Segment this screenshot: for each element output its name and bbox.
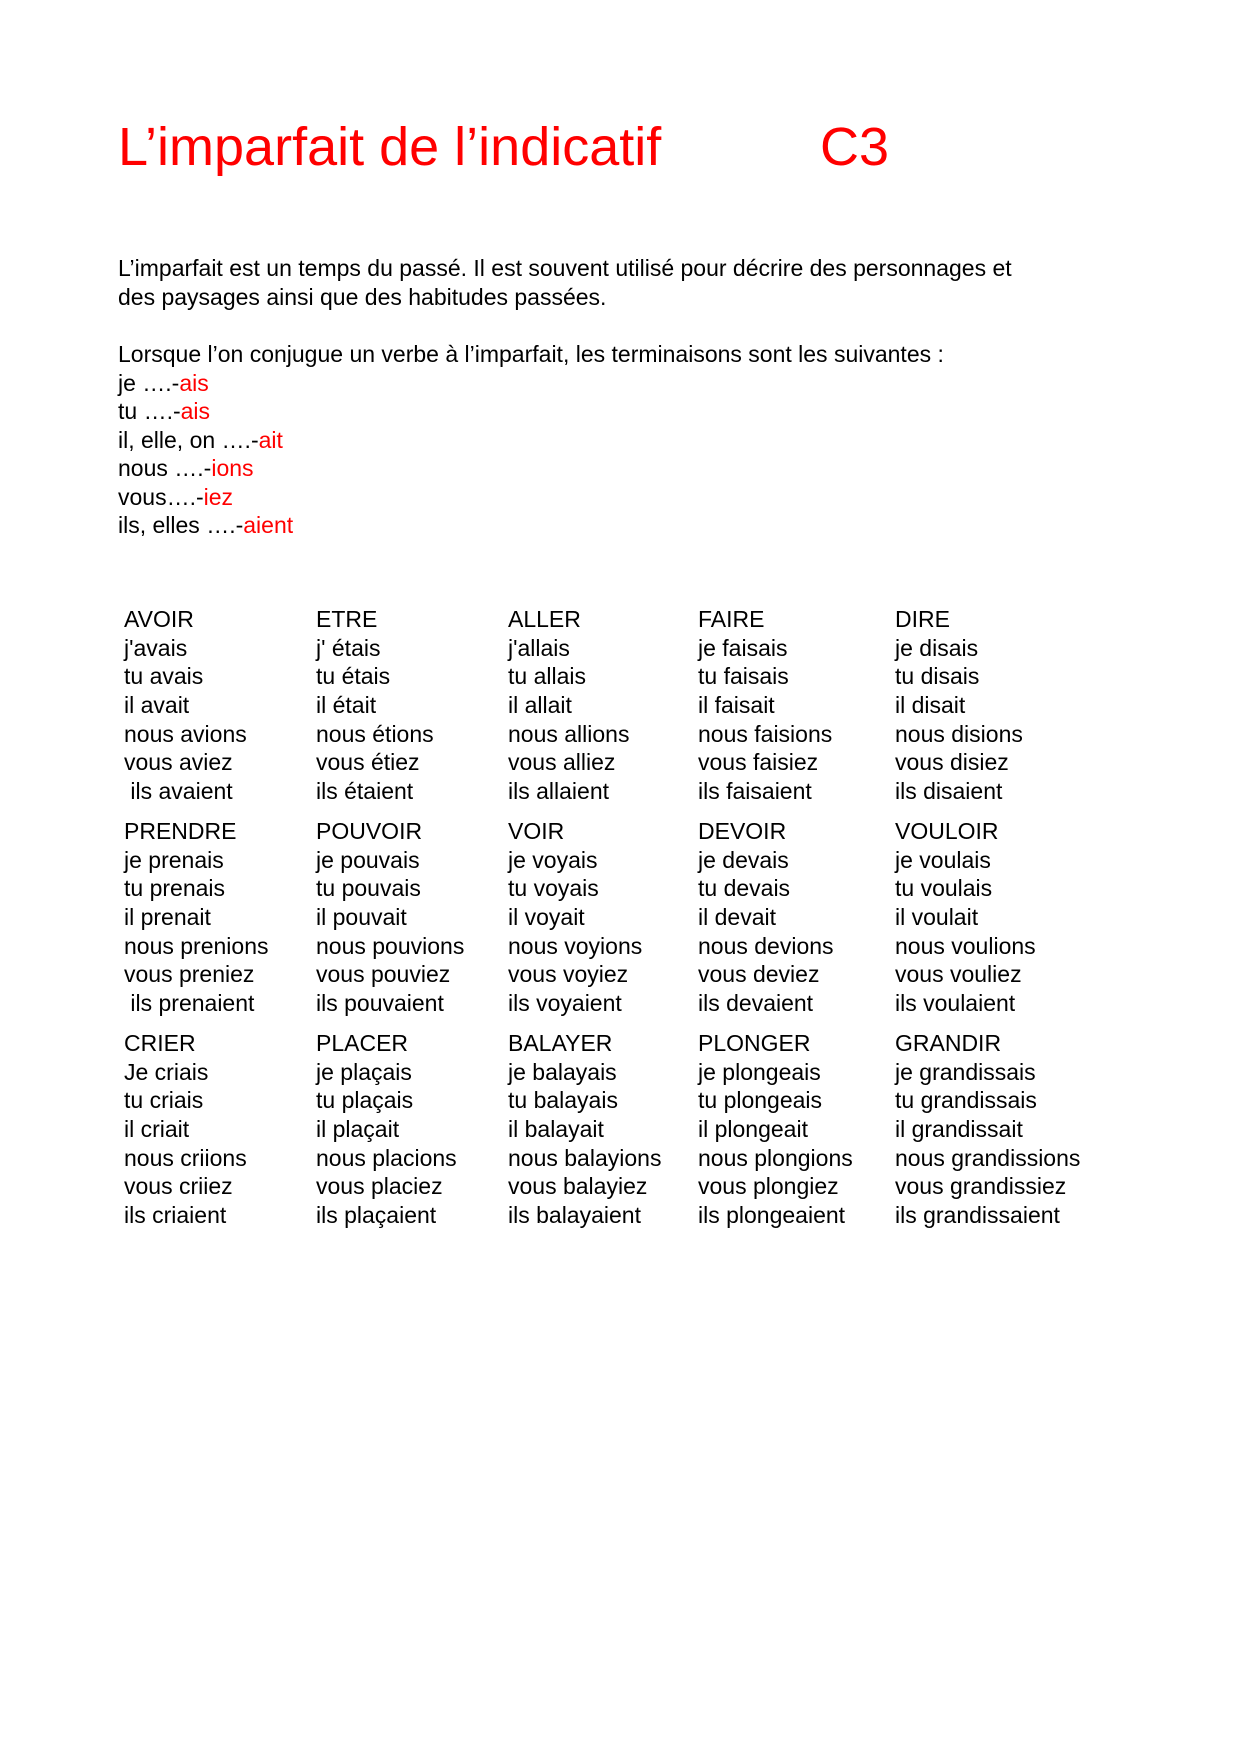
verb-form: ils criaient bbox=[124, 1202, 227, 1229]
verb-form: ils faisaient bbox=[698, 778, 812, 805]
verb-form: nous voulions bbox=[895, 932, 1036, 959]
verb-form: tu balayais bbox=[508, 1087, 618, 1114]
verb-column bbox=[698, 817, 834, 1018]
verb-form: vous pouviez bbox=[316, 961, 451, 988]
verb-infinitive: VOULOIR bbox=[895, 818, 999, 844]
verb-column bbox=[698, 1029, 853, 1230]
verb-form: vous faisiez bbox=[698, 749, 819, 776]
verb-form: tu plongeais bbox=[698, 1087, 823, 1114]
intro-line: des paysages ainsi que des habitudes passées. bbox=[118, 284, 607, 310]
verb-form: tu prenais bbox=[124, 875, 226, 902]
conjugation-block bbox=[124, 1029, 1124, 1229]
verb-form: je balayais bbox=[508, 1058, 617, 1085]
verb-form: tu étais bbox=[316, 663, 391, 690]
verb-form: vous voyiez bbox=[508, 961, 629, 988]
verb-form: nous allions bbox=[508, 720, 630, 747]
verb-infinitive: BALAYER bbox=[508, 1030, 613, 1056]
verb-form: vous alliez bbox=[508, 749, 616, 776]
ending: ais bbox=[180, 398, 211, 424]
verb-form: nous balayions bbox=[508, 1144, 662, 1171]
conjugation-table bbox=[124, 605, 1124, 1229]
verb-infinitive: FAIRE bbox=[698, 606, 765, 632]
verb-column bbox=[895, 817, 1036, 1018]
verb-form: tu faisais bbox=[698, 663, 789, 690]
verb-column bbox=[508, 1029, 661, 1230]
verb-form: nous prenions bbox=[124, 932, 269, 959]
verb-form: ils grandissaient bbox=[895, 1202, 1060, 1229]
verb-form: vous étiez bbox=[316, 749, 420, 776]
verb-form: ils devaient bbox=[698, 990, 814, 1017]
verb-form: ils avaient bbox=[124, 778, 233, 805]
verb-form: nous disions bbox=[895, 720, 1023, 747]
verb-column bbox=[895, 605, 1023, 806]
verb-form: nous faisions bbox=[698, 720, 833, 747]
ending-row bbox=[118, 426, 944, 455]
verb-form: nous criions bbox=[124, 1144, 247, 1171]
verb-form: nous devions bbox=[698, 932, 834, 959]
ending-row bbox=[118, 511, 944, 540]
endings-section bbox=[118, 340, 944, 540]
ending: ait bbox=[258, 426, 283, 453]
verb-form: il plongeait bbox=[698, 1116, 808, 1143]
verb-form: il était bbox=[316, 692, 377, 719]
verb-form: j'allais bbox=[508, 634, 570, 661]
verb-form: il criait bbox=[124, 1116, 190, 1143]
ending: iez bbox=[203, 483, 234, 510]
verb-form: vous criiez bbox=[124, 1173, 233, 1200]
verb-form: je disais bbox=[895, 634, 979, 661]
verb-form: vous placiez bbox=[316, 1173, 443, 1200]
verb-column bbox=[124, 1029, 247, 1230]
verb-form: tu disais bbox=[895, 663, 980, 690]
pronoun: ils, elles ….- bbox=[118, 512, 244, 538]
verb-form: nous placions bbox=[316, 1144, 457, 1171]
verb-form: tu pouvais bbox=[316, 875, 421, 902]
verb-form: ils étaient bbox=[316, 778, 414, 805]
verb-form: il disait bbox=[895, 692, 966, 719]
verb-column bbox=[698, 605, 832, 806]
verb-form: tu voulais bbox=[895, 875, 993, 902]
verb-form: il prenait bbox=[124, 904, 211, 931]
verb-form: il devait bbox=[698, 904, 776, 931]
pronoun: nous ….- bbox=[118, 455, 212, 481]
verb-form: tu criais bbox=[124, 1087, 204, 1114]
verb-form: ils plaçaient bbox=[316, 1202, 437, 1229]
verb-form: il faisait bbox=[698, 692, 775, 719]
verb-infinitive: CRIER bbox=[124, 1030, 196, 1056]
verb-infinitive: GRANDIR bbox=[895, 1030, 1002, 1056]
pronoun: tu ….- bbox=[118, 398, 181, 424]
verb-form: il allait bbox=[508, 692, 572, 719]
verb-infinitive: PLONGER bbox=[698, 1030, 811, 1056]
verb-infinitive: POUVOIR bbox=[316, 818, 423, 844]
ending: ais bbox=[179, 369, 209, 396]
verb-form: ils allaient bbox=[508, 778, 609, 805]
verb-form: il voyait bbox=[508, 904, 585, 931]
verb-form: il avait bbox=[124, 692, 190, 719]
verb-form: je faisais bbox=[698, 634, 788, 661]
verb-form: il pouvait bbox=[316, 904, 407, 931]
level-label: C3 bbox=[820, 117, 890, 177]
title-text: L’imparfait de l’indicatif bbox=[118, 117, 662, 177]
verb-form: tu voyais bbox=[508, 875, 599, 902]
pronoun: vous….- bbox=[118, 483, 204, 510]
verb-form: nous voyions bbox=[508, 932, 643, 959]
endings-intro: Lorsque l’on conjugue un verbe à l’imparfait, les terminaisons sont les suivantes : bbox=[118, 341, 944, 367]
verb-infinitive: ETRE bbox=[316, 606, 378, 632]
verb-form: ils balayaient bbox=[508, 1202, 641, 1229]
verb-column bbox=[124, 817, 269, 1018]
ending-row bbox=[118, 397, 944, 426]
verb-form: nous grandissions bbox=[895, 1144, 1081, 1171]
verb-form: tu plaçais bbox=[316, 1087, 414, 1114]
verb-form: nous étions bbox=[316, 720, 434, 747]
verb-infinitive: PRENDRE bbox=[124, 818, 237, 844]
verb-form: tu grandissais bbox=[895, 1087, 1037, 1114]
verb-form: il balayait bbox=[508, 1116, 604, 1143]
verb-form: nous avions bbox=[124, 720, 247, 747]
conjugation-block bbox=[124, 605, 1124, 805]
verb-infinitive: DIRE bbox=[895, 606, 950, 632]
verb-form: je prenais bbox=[124, 846, 224, 873]
verb-column bbox=[316, 817, 464, 1018]
page-title bbox=[118, 117, 890, 177]
verb-infinitive: PLACER bbox=[316, 1030, 409, 1056]
verb-form: ils pouvaient bbox=[316, 990, 444, 1017]
verb-column bbox=[508, 817, 642, 1018]
verb-form: vous plongiez bbox=[698, 1173, 839, 1200]
verb-column bbox=[316, 605, 434, 806]
verb-infinitive: DEVOIR bbox=[698, 818, 787, 844]
conjugation-block bbox=[124, 817, 1124, 1017]
verb-form: ils disaient bbox=[895, 778, 1003, 805]
verb-form: je devais bbox=[698, 846, 789, 873]
verb-column bbox=[508, 605, 629, 806]
verb-form: ils voyaient bbox=[508, 990, 622, 1017]
verb-infinitive: ALLER bbox=[508, 606, 581, 632]
verb-form: il voulait bbox=[895, 904, 979, 931]
verb-form: il plaçait bbox=[316, 1116, 400, 1143]
verb-form: ils plongeaient bbox=[698, 1202, 846, 1229]
verb-column bbox=[895, 1029, 1080, 1230]
verb-form: vous preniez bbox=[124, 961, 255, 988]
verb-form: Je criais bbox=[124, 1058, 209, 1085]
verb-form: vous disiez bbox=[895, 749, 1009, 776]
verb-column bbox=[124, 605, 247, 806]
verb-form: vous aviez bbox=[124, 749, 233, 776]
ending: ions bbox=[211, 455, 254, 481]
verb-form: j' étais bbox=[316, 634, 381, 661]
verb-form: je voulais bbox=[895, 846, 991, 873]
verb-form: je pouvais bbox=[316, 846, 420, 873]
verb-form: tu avais bbox=[124, 663, 204, 690]
verb-form: nous plongions bbox=[698, 1144, 853, 1171]
verb-form: nous pouvions bbox=[316, 932, 465, 959]
ending-row bbox=[118, 454, 944, 483]
pronoun: il, elle, on ….- bbox=[118, 426, 259, 453]
verb-form: j'avais bbox=[124, 634, 188, 661]
pronoun: je ….- bbox=[118, 369, 180, 396]
verb-form: ils voulaient bbox=[895, 990, 1016, 1017]
verb-form: il grandissait bbox=[895, 1116, 1023, 1143]
verb-form: vous grandissiez bbox=[895, 1173, 1067, 1200]
verb-form: je voyais bbox=[508, 846, 598, 873]
intro-paragraph bbox=[118, 254, 1118, 312]
verb-form: je grandissais bbox=[895, 1058, 1036, 1085]
verb-form: je plongeais bbox=[698, 1058, 821, 1085]
ending-row bbox=[118, 369, 944, 398]
verb-form: vous balayiez bbox=[508, 1173, 648, 1200]
intro-line: L’imparfait est un temps du passé. Il est souvent utilisé pour décrire des personnages et bbox=[118, 255, 1012, 281]
verb-form: vous deviez bbox=[698, 961, 820, 988]
verb-infinitive: AVOIR bbox=[124, 606, 194, 632]
verb-form: tu devais bbox=[698, 875, 791, 902]
verb-form: ils prenaient bbox=[124, 990, 255, 1017]
verb-infinitive: VOIR bbox=[508, 818, 565, 844]
verb-form: je plaçais bbox=[316, 1058, 412, 1085]
verb-column bbox=[316, 1029, 457, 1230]
ending-row bbox=[118, 483, 944, 512]
verb-form: vous vouliez bbox=[895, 961, 1022, 988]
ending: aient bbox=[243, 512, 294, 538]
verb-form: tu allais bbox=[508, 663, 586, 690]
